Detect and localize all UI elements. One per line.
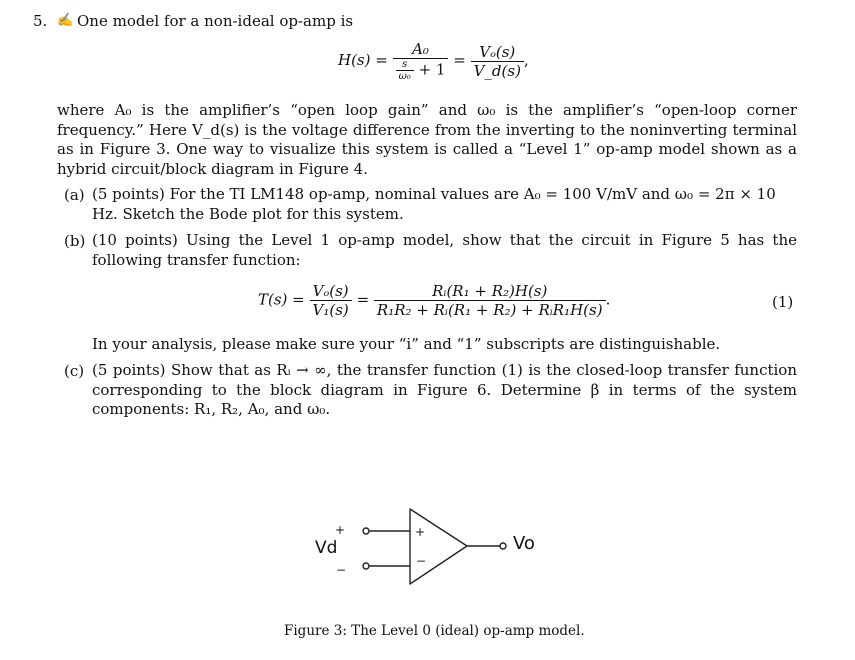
eq-t-end: . bbox=[605, 290, 611, 309]
intro-paragraph: where A₀ is the amplifier’s “open loop gain” and ω₀ is the amplifier’s “open-loop corner frequency.” Here V_d(s) is the voltage difference from the inverting to the noninverting terminal as in Figure 3. One way to visualize this system is called a “Level 1” op-amp model shown as a hybrid circuit/block diagram in Figure 4. bbox=[57, 101, 797, 178]
opamp-minus-sign: − bbox=[416, 554, 427, 568]
eq-h-end: , bbox=[523, 51, 529, 69]
part-c-label: (c) bbox=[64, 362, 85, 380]
opamp-plus-sign: + bbox=[415, 525, 426, 539]
eq-h-den-w: ω₀ bbox=[398, 71, 411, 82]
eq-h-den2: V_d(s) bbox=[473, 61, 521, 80]
equation-h bbox=[338, 40, 529, 82]
problem-number: 5. bbox=[33, 12, 48, 30]
input-terminal-plus bbox=[363, 528, 369, 534]
part-b-text: (10 points) Using the Level 1 op-amp model, show that the circuit in Figure 5 has the following transfer function: bbox=[92, 231, 797, 269]
figure-3-caption: Figure 3: The Level 0 (ideal) op-amp model. bbox=[284, 623, 585, 639]
eq-h-den-frac bbox=[396, 59, 414, 82]
eq-t-lhs: T(s) = bbox=[258, 290, 305, 309]
pencil-icon: ✍ bbox=[57, 13, 74, 28]
eq-t-den2: R₁R₂ + Rᵢ(R₁ + R₂) + RᵢR₁H(s) bbox=[376, 301, 603, 319]
eq-t-den: V₁(s) bbox=[312, 301, 349, 319]
part-a-label: (a) bbox=[64, 186, 85, 204]
part-a-text: (5 points) For the TI LM148 op-amp, nominal values are A₀ = 100 V/mV and ω₀ = 2π × 10 Hz. Sketch the Bode plot for this system. bbox=[92, 185, 776, 223]
eq-t-frac1 bbox=[310, 282, 352, 319]
part-b-label: (b) bbox=[64, 232, 86, 250]
eq-h-den-plus: + 1 bbox=[418, 60, 446, 79]
output-terminal bbox=[500, 543, 506, 549]
eq-h-den-s: s bbox=[402, 59, 408, 70]
vo-label: Vo bbox=[513, 533, 535, 554]
input-terminal-minus bbox=[363, 563, 369, 569]
eq-h-equals: = bbox=[453, 51, 466, 69]
eq-h-frac1 bbox=[393, 40, 449, 82]
vd-plus-sign: + bbox=[335, 523, 346, 537]
part-b-note: In your analysis, please make sure your “i” and “1” subscripts are distinguishable. bbox=[92, 335, 721, 353]
eq-t-num: Vₒ(s) bbox=[312, 282, 349, 300]
problem-title: One model for a non-ideal op-amp is bbox=[77, 12, 354, 30]
vd-minus-sign: − bbox=[336, 563, 347, 577]
equation-number: (1) bbox=[772, 293, 794, 311]
eq-h-num2: Vₒ(s) bbox=[479, 42, 516, 61]
equation-t bbox=[258, 282, 610, 319]
opamp-triangle bbox=[410, 509, 467, 584]
vd-label: Vd bbox=[315, 538, 338, 558]
eq-t-equals: = bbox=[356, 290, 370, 309]
eq-t-num2: Rᵢ(R₁ + R₂)H(s) bbox=[432, 282, 548, 300]
eq-h-frac2 bbox=[471, 43, 524, 80]
eq-h-num: A₀ bbox=[412, 40, 429, 58]
eq-h-lhs: H(s) = bbox=[338, 51, 388, 69]
part-c-text: (5 points) Show that as Rᵢ → ∞, the transfer function (1) is the closed-loop transfer function corresponding to the block diagram in Figure 6. Determine β in terms of the system components: R₁, R₂, A₀, and ω₀. bbox=[92, 361, 797, 418]
eq-t-frac2 bbox=[374, 282, 606, 319]
